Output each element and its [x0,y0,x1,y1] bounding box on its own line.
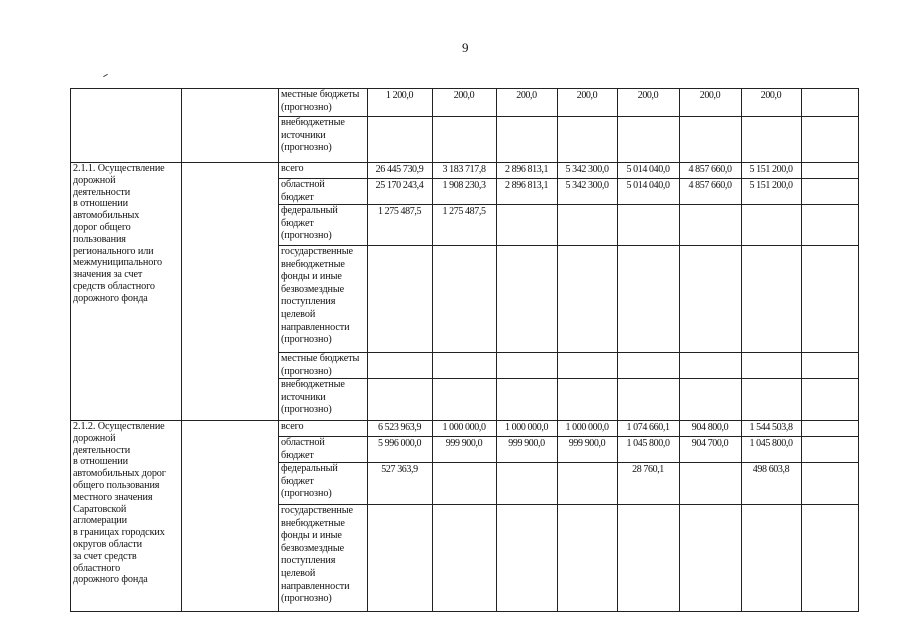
budget-value-cell: 3 183 717,8 [442,164,486,175]
funding-source-line: бюджет [281,449,314,461]
funding-source-line: местные бюджеты [281,353,360,364]
funding-source-line: безвозмездные [281,283,345,295]
table-row-line [278,352,859,353]
measure-description-line: пользования [73,233,126,245]
funding-source-line: (прогнозно) [281,365,332,377]
funding-source-line: безвозмездные [281,542,345,554]
funding-source-line: областной [281,437,325,448]
budget-value-cell: 5 151 200,0 [749,180,793,191]
table-row-line [70,420,859,421]
funding-source-line: бюджет [281,217,314,229]
table-row-line [278,378,859,379]
budget-value-cell: 4 857 660,0 [688,180,732,191]
budget-value-cell: 1 000 000,0 [504,422,549,433]
budget-value-cell: 200,0 [576,90,598,101]
funding-source-line: областной [281,179,325,190]
table-row-line [70,88,859,89]
funding-source-label [281,437,325,462]
measure-description-line: 2.1.2. Осуществление [73,421,165,432]
funding-source-line: источники [281,391,326,403]
measure-description-line: областного [73,562,121,574]
measure-description-line: деятельности [73,444,131,456]
measure-description-line: округов области [73,538,143,550]
budget-value-cell: 999 900,0 [568,438,606,449]
measure-description-line: 2.1.1. Осуществление [73,163,165,174]
budget-value-cell: 999 900,0 [445,438,483,449]
budget-value-cell: 5 996 000,0 [377,438,422,449]
funding-source-line: поступления [281,555,336,567]
budget-value-cell: 904 700,0 [691,438,729,449]
funding-source-line: государственные [281,505,353,516]
funding-source-label [281,89,359,114]
budget-value-cell: 527 363,9 [381,464,418,475]
table-row-line [278,178,859,179]
funding-source-label [281,205,338,243]
measure-description-line: регионального или [73,245,154,257]
funding-source-line: внебюджетные [281,117,345,128]
budget-value-cell: 6 523 963,9 [377,422,422,433]
budget-value-cell: 1 000 000,0 [442,422,486,433]
budget-value-cell: 5 014 040,0 [626,180,670,191]
budget-value-cell: 498 603,8 [752,464,790,475]
measure-description [73,421,166,586]
funding-source-line: (прогнозно) [281,101,332,113]
funding-source-line: (прогнозно) [281,488,332,500]
table-col-line [181,88,182,611]
funding-source-line: (прогнозно) [281,230,332,242]
budget-value-cell: 26 445 730,9 [375,164,424,175]
funding-source-line: (прогнозно) [281,142,332,154]
funding-source-line: источники [281,129,326,141]
budget-value-cell: 5 342 300,0 [565,164,609,175]
table-row-line [278,245,859,246]
measure-description-line: в отношении [73,198,128,210]
table-row-line [278,504,859,505]
table-row-line [70,611,859,612]
budget-value-cell: 1 908 230,3 [442,180,486,191]
measure-description-line: дорожной [73,174,116,186]
measure-description-line: общего пользования [73,479,160,491]
budget-value-cell: 5 342 300,0 [565,180,609,191]
measure-description-line: за счет средств [73,550,137,562]
funding-source-label [281,463,338,501]
budget-value-cell: 5 014 040,0 [626,164,670,175]
budget-value-cell: 2 896 813,1 [504,164,549,175]
funding-source-line: всего [281,421,304,432]
funding-source-line: (прогнозно) [281,334,332,346]
table-row-line [278,436,859,437]
measure-description-line: в отношении [73,456,128,468]
funding-source-line: направленности [281,321,350,333]
measure-description-line: автомобильных [73,210,140,222]
table-row-line [278,204,859,205]
funding-source-line: внебюджетные [281,517,345,529]
funding-source-label [281,163,303,176]
budget-value-cell: 25 170 243,4 [375,180,424,191]
measure-description-line: в границах городских [73,527,165,539]
budget-value-cell: 1 074 660,1 [626,422,670,433]
budget-value-cell: 2 896 813,1 [504,180,549,191]
funding-source-label [281,505,353,606]
budget-value-cell: 1 275 487,5 [442,206,486,217]
funding-source-line: государственные [281,246,353,257]
measure-description-line: деятельности [73,186,131,198]
measure-description-line: дорожной [73,432,116,444]
budget-value-cell: 1 045 800,0 [749,438,793,449]
table-row-line [70,162,859,163]
page-number: 9 [462,40,469,55]
budget-value-cell: 200,0 [760,90,782,101]
budget-value-cell: 200,0 [637,90,659,101]
funding-source-line: местные бюджеты [281,89,360,100]
measure-description-line: средств областного [73,280,155,292]
budget-value-cell: 5 151 200,0 [749,164,793,175]
funding-source-label [281,179,325,204]
table-col-line [801,88,802,611]
budget-value-cell: 1 200,0 [385,90,414,101]
measure-description-line: автомобильных дорог [73,468,166,480]
funding-source-label [281,246,353,347]
funding-source-line: направленности [281,580,350,592]
funding-source-line: внебюджетные [281,258,345,270]
measure-description-line: дорог общего [73,221,131,233]
funding-source-line: (прогнозно) [281,404,332,416]
table-col-line [858,88,859,611]
funding-source-line: фонды и иные [281,271,342,283]
budget-value-cell: 999 900,0 [508,438,545,449]
measure-description-line: значения за счет [73,269,143,281]
budget-value-cell: 1 275 487,5 [377,206,422,217]
funding-source-line: федеральный [281,463,338,474]
funding-source-line: внебюджетные [281,379,345,390]
measure-description-line: агломерации [73,515,128,527]
budget-value-cell: 1 544 503,8 [749,422,793,433]
measure-description-line: Саратовской [73,503,127,515]
table-col-line [278,88,279,611]
funding-source-line: (прогнозно) [281,593,332,605]
funding-source-label [281,353,359,378]
budget-value-cell: 200,0 [699,90,721,101]
funding-source-line: бюджет [281,191,314,203]
funding-source-line: поступления [281,296,336,308]
funding-source-line: всего [281,163,304,174]
measure-description-line: дорожного фонда [73,292,148,304]
funding-source-label [281,379,345,417]
funding-source-line: федеральный [281,205,338,216]
funding-source-line: целевой [281,567,316,579]
budget-value-cell: 28 760,1 [632,464,664,475]
table-row-line [278,462,859,463]
budget-value-cell: 1 045 800,0 [626,438,670,449]
measure-description [73,163,165,305]
funding-source-label [281,117,345,155]
table-row-line [278,116,859,117]
budget-value-cell: 1 000 000,0 [565,422,609,433]
measure-description-line: местного значения [73,491,153,503]
measure-description-line: межмуниципального [73,257,163,269]
budget-value-cell: 200,0 [516,90,537,101]
funding-source-line: бюджет [281,475,314,487]
funding-source-line: фонды и иные [281,530,342,542]
funding-source-label [281,421,303,434]
table-col-line [70,88,71,611]
budget-value-cell: 4 857 660,0 [688,164,732,175]
measure-description-line: дорожного фонда [73,574,148,586]
funding-source-line: целевой [281,308,316,320]
budget-value-cell: 904 800,0 [691,422,729,433]
budget-value-cell: 200,0 [453,90,475,101]
